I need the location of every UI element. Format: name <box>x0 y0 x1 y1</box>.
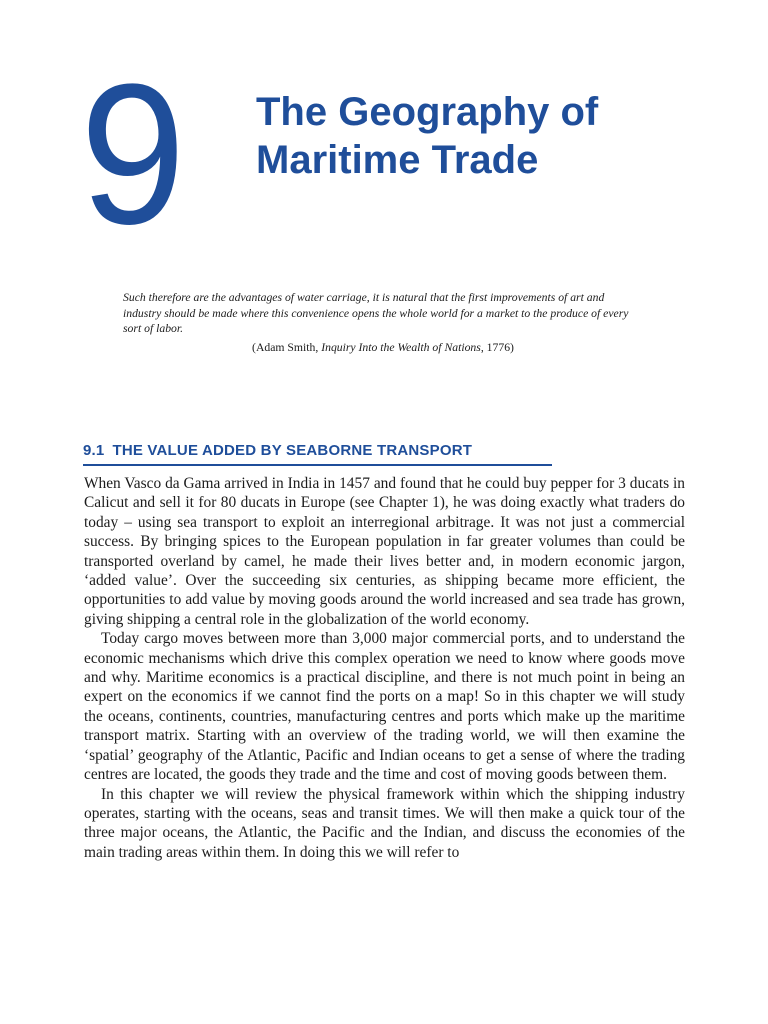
chapter-title-line-1: The Geography of <box>256 90 599 134</box>
epigraph-quote: Such therefore are the advantages of water carriage, it is natural that the first improvements of art and industry should be made where this convenience opens the whole world for a market to the produce of every sort of labor. <box>123 291 629 335</box>
paragraph-3: In this chapter we will review the physical framework within which the shipping industry operates, starting with the oceans, seas and transit times. We will then make a quick tour of the three major oceans, the Atlantic, the Pacific and the Indian, and discuss the economies of the main trading areas within them. In doing this we will refer to <box>84 785 685 861</box>
epigraph <box>123 290 635 355</box>
citation-work-title: Inquiry Into the Wealth of Nations <box>321 340 481 354</box>
citation-year: , 1776) <box>480 340 514 354</box>
section-number: 9.1 <box>83 442 105 459</box>
chapter-title-line-2: Maritime Trade <box>256 138 539 182</box>
paragraph-2: Today cargo moves between more than 3,000 major commercial ports, and to understand the economic mechanisms which drive this complex operation we need to know where goods move and why. Maritime economics is a practical discipline, and there is not much point in being an expert on the economics if we cannot find the ports on a map! So in this chapter we will study the oceans, continents, countries, manufacturing centres and ports which make up the maritime transport matrix. Starting with an overview of the trading world, we will then examine the ‘spatial’ geography of the Atlantic, Pacific and Indian oceans to get a sense of where the trading centres are located, the goods they trade and the time and cost of moving goods between them. <box>84 630 685 784</box>
section-heading <box>83 440 552 466</box>
paragraph-1: When Vasco da Gama arrived in India in 1457 and found that he could buy pepper for 3 ducats in Calicut and sell it for 80 ducats in Europe (see Chapter 1), he was doing exactly what traders do today – using sea transport to exploit an interregional arbitrage. It was not just a commercial success. By bringing spices to the European population in far greater volumes than could be transported overland by camel, he made their lives better and, in modern economic jargon, ‘added value’. Over the succeeding six centuries, as shipping became more efficient, the opportunities to add value by moving goods around the world increased and sea trade has grown, giving shipping a central role in the globalization of the world economy. <box>84 475 685 628</box>
section-title: THE VALUE ADDED BY SEABORNE TRANSPORT <box>112 442 473 459</box>
chapter-number: 9 <box>80 43 180 266</box>
chapter-title <box>256 88 736 184</box>
citation-author: (Adam Smith, <box>252 340 322 354</box>
body-text <box>84 474 685 862</box>
epigraph-citation <box>123 340 635 356</box>
